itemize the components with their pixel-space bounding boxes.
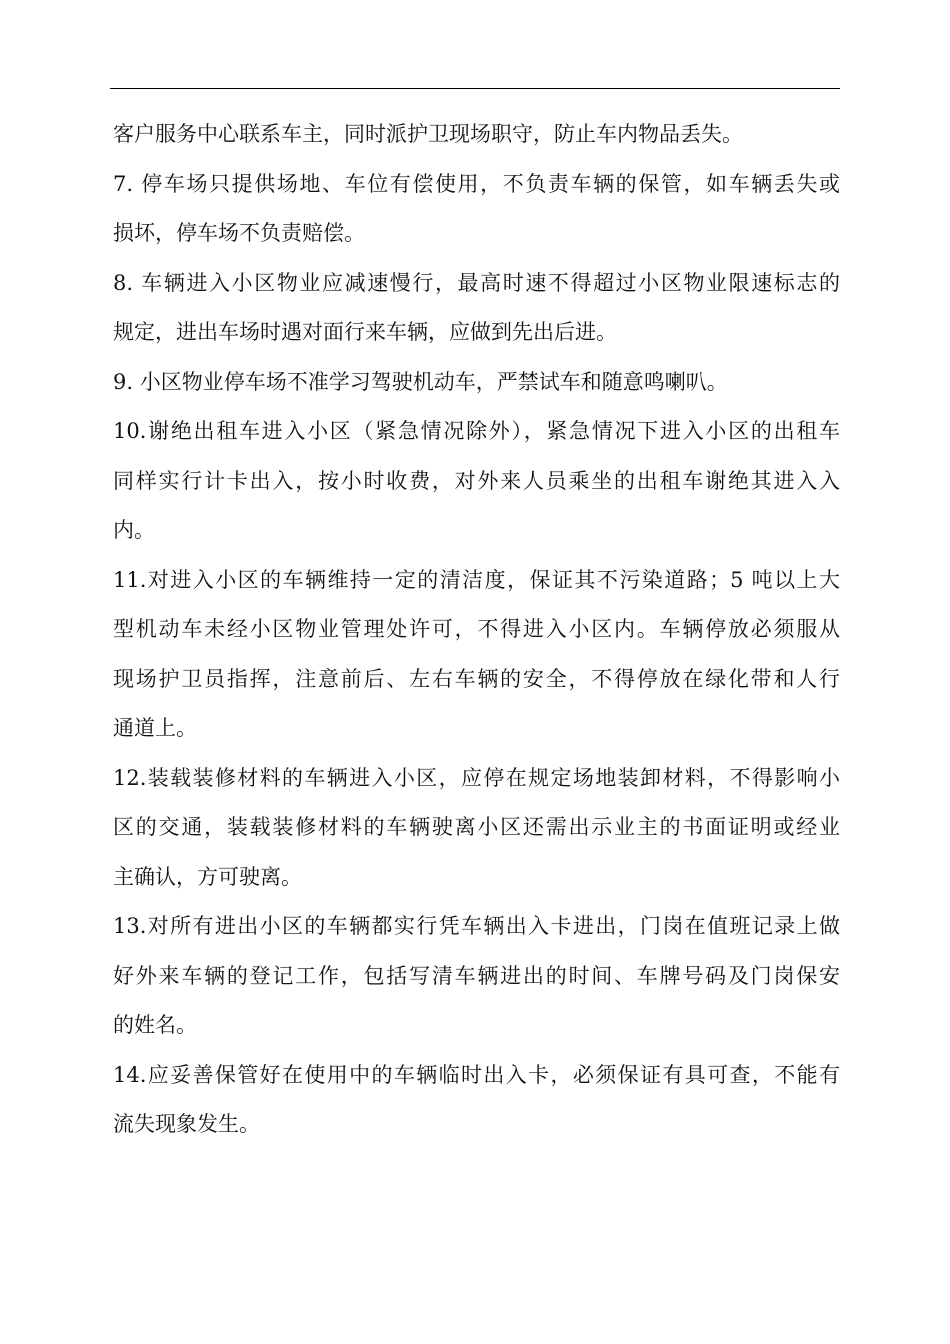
paragraph-line: 内。: [113, 518, 155, 542]
paragraph-line: 11.对进入小区的车辆维持一定的清洁度，保证其不污染道路；5 吨以上大: [113, 567, 840, 592]
paragraph-line: 主确认，方可驶离。: [113, 864, 302, 889]
paragraph-line: 8. 车辆进入小区物业应减速慢行，最高时速不得超过小区物业限速标志的: [113, 270, 840, 295]
paragraph-line: 的姓名。: [113, 1013, 197, 1037]
header-rule: [110, 88, 840, 89]
paragraph-line: 9. 小区物业停车场不准学习驾驶机动车，严禁试车和随意鸣喇叭。: [113, 369, 728, 394]
paragraph-line: 区的交通，装载装修材料的车辆驶离小区还需出示业主的书面证明或经业: [113, 815, 840, 839]
paragraph-line: 好外来车辆的登记工作，包括写清车辆进出的时间、车牌号码及门岗保安: [113, 963, 840, 988]
paragraph-line: 通道上。: [113, 716, 197, 740]
paragraph-line: 型机动车未经小区物业管理处许可，不得进入小区内。车辆停放必须服从: [113, 617, 840, 641]
paragraph-line: 规定，进出车场时遇对面行来车辆，应做到先出后进。: [113, 320, 617, 344]
paragraph-line: 损坏，停车场不负责赔偿。: [113, 221, 365, 245]
paragraph-line: 客户服务中心联系车主，同时派护卫现场职守，防止车内物品丢失。: [113, 122, 743, 146]
paragraph-line: 现场护卫员指挥，注意前后、左右车辆的安全，不得停放在绿化带和人行: [113, 666, 840, 691]
paragraph-line: 7. 停车场只提供场地、车位有偿使用，不负责车辆的保管，如车辆丢失或: [113, 171, 840, 196]
paragraph-line: 同样实行计卡出入，按小时收费，对外来人员乘坐的出租车谢绝其进入入: [113, 468, 840, 493]
paragraph-line: 流失现象发生。: [113, 1112, 260, 1136]
document-body: [113, 110, 840, 1150]
paragraph-line: 14.应妥善保管好在使用中的车辆临时出入卡，必须保证有具可查，不能有: [113, 1062, 840, 1087]
paragraph-line: 12.装载装修材料的车辆进入小区，应停在规定场地装卸材料，不得影响小: [113, 765, 840, 790]
paragraph-line: 10.谢绝出租车进入小区（紧急情况除外），紧急情况下进入小区的出租车: [113, 419, 840, 443]
paragraph-line: 13.对所有进出小区的车辆都实行凭车辆出入卡进出，门岗在值班记录上做: [113, 914, 840, 938]
